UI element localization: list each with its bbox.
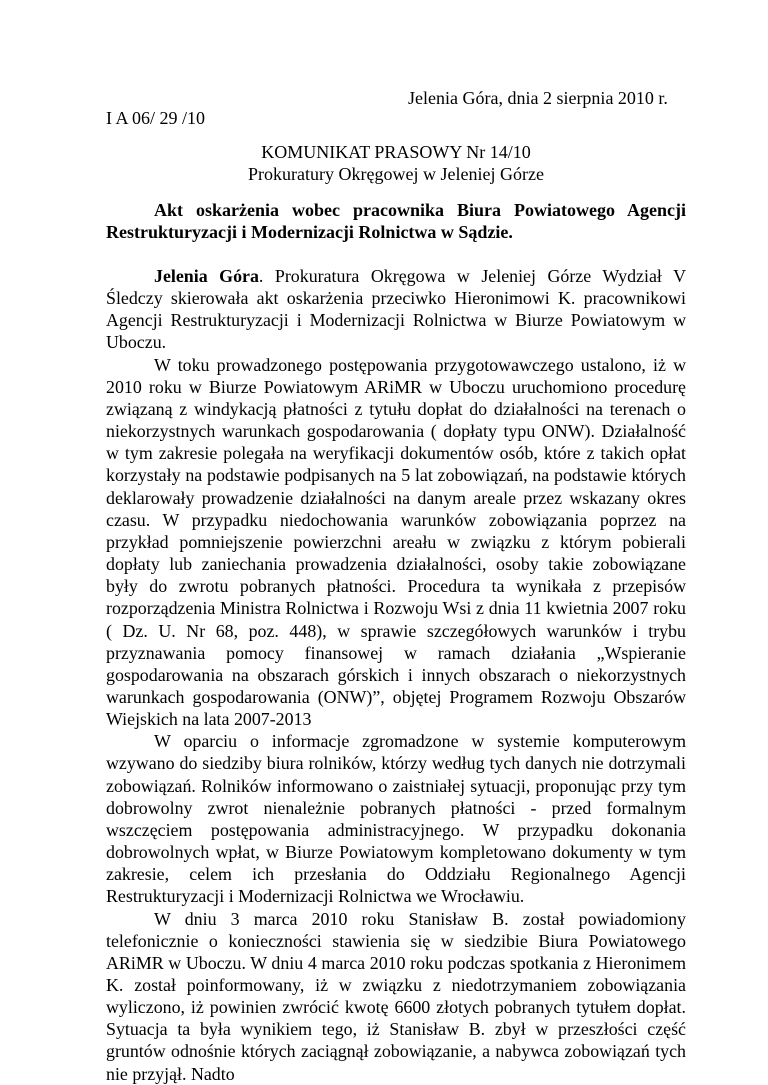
headline: Akt oskarżenia wobec pracownika Biura Powiatowego Agencji Restrukturyzacji i Modernizacji Rolnictwa w Sądzie. <box>106 200 686 242</box>
body-text <box>106 265 686 1085</box>
paragraph-4: W dniu 3 marca 2010 roku Stanisław B. został powiadomiony telefonicznie o konieczności stawienia się w siedzibie Biura Powiatowego ARiMR w Uboczu. W dniu 4 marca 2010 roku podczas spotkania z Hieronimem K. został poinformowany, iż w związku z niedotrzymaniem zobowiązania wyliczono, iż powinien zwrócić kwotę 6600 złotych pobranych tytułem dopłat. Sytuacja ta była wynikiem tego, iż Stanisław B. zbył w przeszłości część gruntów odnośnie których zaciągnął zobowiązanie, a nabywca zobowiązań tych nie przyjął. Nadto <box>106 908 686 1084</box>
paragraph-3: W oparciu o informacje zgromadzone w systemie komputerowym wzywano do siedziby biura rolników, którzy według tych danych nie dotrzymali zobowiązań. Rolników informowano o zaistniałej sytuacji, proponując przy tym dobrowolny zwrot nienależnie pobranych płatności - przed formalnym wszczęciem postępowania administracyjnego. W przypadku dokonania dobrowolnych wpłat, w Biurze Powiatowym kompletowano dokumenty w tym zakresie, celem ich przesłania do Oddziału Regionalnego Agencji Restrukturyzacji i Modernizacji Rolnictwa we Wrocławiu. <box>106 731 686 907</box>
reference-number: I A 06/ 29 /10 <box>106 108 206 128</box>
title-block <box>106 141 686 185</box>
document-subtitle: Prokuratury Okręgowej w Jeleniej Górze <box>248 164 544 184</box>
paragraph-1-lead: Jelenia Góra <box>154 266 259 286</box>
place-and-date: Jelenia Góra, dnia 2 sierpnia 2010 r. <box>408 88 668 108</box>
paragraph-1-text: . Prokuratura Okręgowa w Jeleniej Górze Wydział V Śledczy skierowała akt oskarżenia przeciwko Hieronimowi K. pracownikowi Agencji Restrukturyzacji i Modernizacji Rolnictwa w Biurze Powiatowym w Uboczu. <box>106 266 686 353</box>
paragraph-1 <box>106 265 686 354</box>
paragraph-2: W toku prowadzonego postępowania przygotowawczego ustalono, iż w 2010 roku w Biurze Powiatowym ARiMR w Uboczu uruchomiono procedurę związaną z windykacją płatności z tytułu dopłat do działalności na terenach o niekorzystnych warunkach gospodarowania ( dopłaty typu ONW). Działalność w tym zakresie polegała na weryfikacji dokumentów osób, które z takich opłat korzystały na podstawie podpisanych na 5 lat zobowiązań, na podstawie których deklarowały prowadzenie działalności na danym areale przez wskazany okres czasu. W przypadku niedochowania warunków zobowiązania poprzez na przykład pomniejszenie powierzchni areału w związku z którym pobierali dopłaty lub zaniechania prowadzenia działalności, osoby takie zobowiązane były do zwrotu pobranych płatności. Procedura ta wynikała z przepisów rozporządzenia Ministra Rolnictwa i Rozwoju Wsi z dnia 11 kwietnia 2007 roku ( Dz. U. Nr 68, poz. 448), w sprawie szczegółowych warunków i trybu przyznawania pomocy finansowej w ramach działania „Wspieranie gospodarowania na obszarach górskich i innych obszarach o niekorzystnych warunkach gospodarowania (ONW)”, objętej Programem Rozwoju Obszarów Wiejskich na lata 2007-2013 <box>106 354 686 730</box>
document-title: KOMUNIKAT PRASOWY Nr 14/10 <box>261 142 531 162</box>
